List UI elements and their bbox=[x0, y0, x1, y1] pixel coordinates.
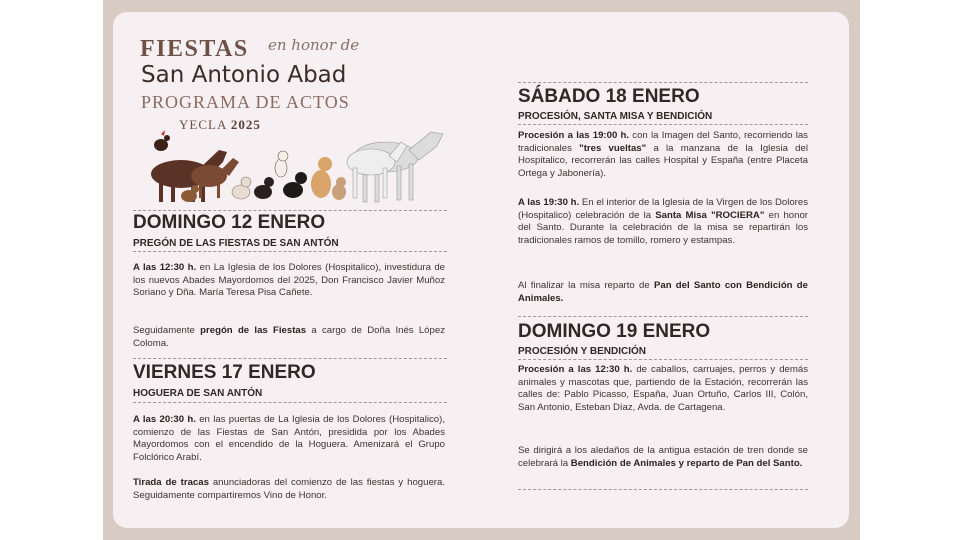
bold-text: Santa Misa "ROCIERA" bbox=[655, 209, 765, 221]
viernes-17-paragraph-2 bbox=[133, 477, 445, 502]
day-subtitle-viernes-17: HOGUERA DE SAN ANTÓN bbox=[133, 388, 263, 399]
sabado-18-paragraph-2 bbox=[518, 197, 808, 247]
domingo-19-paragraph-2 bbox=[518, 445, 808, 470]
paragraph-text: anunciadoras del comienzo de las fiestas y hoguera. Seguidamente compartiremos Vino de Honor. bbox=[133, 477, 445, 501]
domingo-19-paragraph-1 bbox=[518, 364, 808, 414]
divider bbox=[133, 251, 447, 252]
yecla-label: YECLA bbox=[179, 117, 227, 132]
divider bbox=[133, 358, 447, 359]
divider bbox=[518, 489, 808, 490]
day-title-sabado-18: SÁBADO 18 ENERO bbox=[518, 86, 700, 107]
sabado-18-paragraph-1 bbox=[518, 130, 808, 180]
bold-text: Pan del Santo con Bendición de Animales. bbox=[518, 280, 808, 304]
day-title-viernes-17: VIERNES 17 ENERO bbox=[133, 362, 316, 383]
bold-text: pregón de las Fiestas bbox=[200, 325, 307, 336]
time-label: A las 12:30 h. bbox=[133, 262, 197, 273]
title-fiestas: FIESTAS bbox=[140, 36, 249, 62]
time-label: Procesión a las 19:00 h. bbox=[518, 130, 630, 141]
bold-text: Bendición de Animales y reparto de Pan del Santo. bbox=[570, 457, 803, 469]
divider bbox=[518, 124, 808, 125]
paragraph-text: Seguidamente bbox=[133, 325, 201, 336]
divider bbox=[518, 316, 808, 317]
time-label: A las 20:30 h. bbox=[133, 414, 196, 425]
paragraph-text: a la manzana de la Iglesia del Hospitalico, recorrerán las calles Hospital y España (entre Placeta Ortega y Jabonería). bbox=[518, 142, 808, 179]
animals-illustration bbox=[131, 112, 461, 207]
day-subtitle-domingo-12: PREGÓN DE LAS FIESTAS DE SAN ANTÓN bbox=[133, 238, 339, 249]
paragraph-text: Se dirigirá a los aledaños de la antigua estación de tren donde se celebrará la bbox=[518, 445, 808, 469]
title-san-antonio-abad: San Antonio Abad bbox=[141, 62, 347, 88]
day-title-domingo-19: DOMINGO 19 ENERO bbox=[518, 321, 711, 342]
paragraph-text: a cargo de Doña Inés López Coloma. bbox=[133, 325, 445, 349]
year-label: 2025 bbox=[230, 117, 261, 132]
bold-text: "tres vueltas" bbox=[579, 142, 647, 154]
programa-de-actos: PROGRAMA DE ACTOS bbox=[141, 92, 350, 112]
bold-text: Tirada de tracas bbox=[133, 477, 209, 488]
viernes-17-paragraph-1 bbox=[133, 414, 445, 464]
time-label: Procesión a las 12:30 h. bbox=[518, 364, 633, 375]
divider bbox=[133, 402, 447, 403]
paragraph-text: en La Iglesia de los Dolores (Hospitalico), investidura de los nuevos Abades Mayordomos del 2025, Don Francisco Javier Muñoz Soriano y Dña. María Teresa Pisa Cañete. bbox=[133, 262, 445, 299]
paragraph-text: Al finalizar la misa reparto de bbox=[518, 280, 654, 291]
paragraph-text: en honor del Santo. Durante la celebración de la misa se repartirán los tradicionales ramos de tomillo, romero y estampas. bbox=[518, 209, 808, 246]
day-subtitle-domingo-19: PROCESIÓN Y BENDICIÓN bbox=[518, 346, 646, 357]
paragraph-text: con la Imagen del Santo, recorriendo las tradicionales bbox=[518, 130, 808, 154]
domingo-12-paragraph-1 bbox=[133, 262, 445, 300]
divider bbox=[518, 82, 808, 83]
sabado-18-paragraph-3 bbox=[518, 280, 808, 305]
day-title-domingo-12: DOMINGO 12 ENERO bbox=[133, 212, 326, 233]
time-label: A las 19:30 h. bbox=[518, 197, 580, 208]
domingo-12-paragraph-2 bbox=[133, 325, 445, 350]
divider bbox=[133, 210, 447, 211]
title-en-honor-de: en honor de bbox=[268, 36, 360, 54]
paragraph-text: en las puertas de La Iglesia de los Dolores (Hospitalico), comienzo de las Fiestas de San Antón, presidida por los Abades Mayordomos con el encendido de la Hoguera. Amenizará el Grupo Folclórico Arabí. bbox=[133, 414, 445, 463]
paragraph-text: En el interior de la Iglesia de la Virgen de los Dolores (Hospitalico) celebración de la bbox=[518, 197, 809, 221]
day-subtitle-sabado-18: PROCESIÓN, SANTA MISA Y BENDICIÓN bbox=[518, 111, 713, 122]
divider bbox=[518, 359, 808, 360]
paragraph-text: de caballos, carruajes, perros y demás animales y mascotas que, partiendo de la Estación, recorrerán las calles de: Pablo Picasso, España, Juan Ortuño, Carlos III, Colón, San Antonio, Esteban Díaz, Avda. de Cartagena. bbox=[518, 364, 808, 413]
